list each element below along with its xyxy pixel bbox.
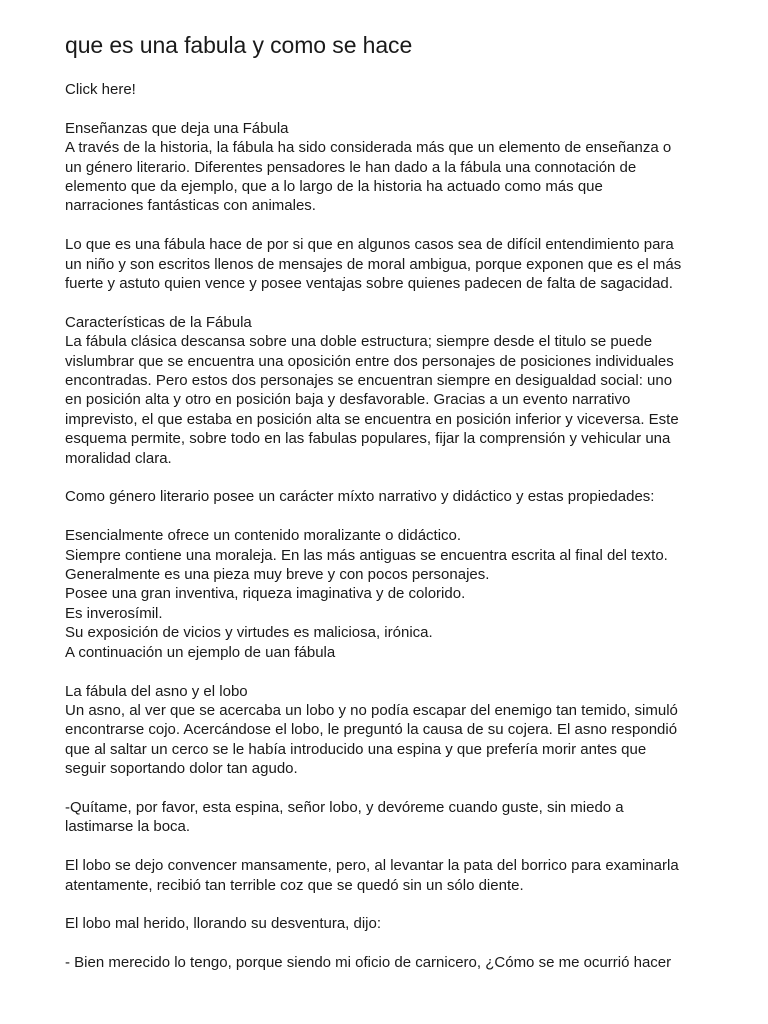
text-line: Un asno, al ver que se acercaba un lobo y no podía escapar del enemigo tan temido, simuló [65,701,678,719]
paragraph [65,526,715,662]
text-line: un niño y son escritos llenos de mensajes de moral ambigua, porque exponen que es el más [65,255,682,273]
paragraph [65,953,715,972]
text-line: seguir soportando dolor tan agudo. [65,760,298,778]
paragraph-gap [65,779,715,798]
text-line: encontrarse cojo. Acercándose el lobo, le preguntó la causa de su cojera. El asno respondió [65,721,678,739]
paragraph [65,487,715,506]
text-line: A continuación un ejemplo de uan fábula [65,643,336,661]
text-line: El lobo mal herido, llorando su desventura, dijo: [65,915,382,933]
click-here-link[interactable]: Click here! [65,81,136,98]
paragraph [65,313,715,468]
text-line: Lo que es una fábula hace de por si que en algunos casos sea de difícil entendimiento para [65,236,674,254]
document-title: que es una fabula y como se hace [65,32,413,58]
text-line: Enseñanzas que deja una Fábula [65,119,289,137]
text-line: Características de la Fábula [65,313,252,331]
text-line: Siempre contiene una moraleja. En las más antiguas se encuentra escrita al final del texto. [65,546,668,564]
text-line: fuerte y astuto quien vence y posee ventajas sobre quienes padecen de falta de sagacidad. [65,275,673,293]
text-line: elemento que da ejemplo, que a lo largo de la historia ha actuado como más que [65,178,603,196]
text-line: La fábula del asno y el lobo [65,682,248,700]
paragraph-gap [65,662,715,681]
text-line: Es inverosímil. [65,604,163,622]
paragraph [65,682,715,779]
text-line: un género literario. Diferentes pensadores le han dado a la fábula una connotación de [65,158,637,176]
text-line: A través de la historia, la fábula ha sido considerada más que un elemento de enseñanza o [65,139,672,157]
paragraph-gap [65,895,715,914]
paragraph-gap [65,468,715,487]
text-line: -Quítame, por favor, esta espina, señor lobo, y devóreme cuando guste, sin miedo a [65,798,624,816]
text-line: El lobo se dejo convencer mansamente, pero, al levantar la pata del borrico para examinarla [65,857,679,875]
text-line: Generalmente es una pieza muy breve y con pocos personajes. [65,566,490,584]
paragraph [65,235,715,293]
document-page [65,30,715,973]
text-line: narraciones fantásticas con animales. [65,197,316,215]
text-line: vislumbrar que se encuentra una oposición entre dos personajes de posiciones individuales [65,352,674,370]
text-line: Como género literario posee un carácter míxto narrativo y didáctico y estas propiedades: [65,488,655,506]
text-line: Su exposición de vicios y virtudes es maliciosa, irónica. [65,624,433,642]
text-line: Esencialmente ofrece un contenido moralizante o didáctico. [65,527,462,545]
text-line: que al saltar un cerco se le había introducido una espina y que prefería morir antes que [65,740,647,758]
paragraph [65,119,715,216]
text-line: imprevisto, el que estaba en posición alta se encuentra en posición inferior y viceversa. Este [65,410,679,428]
text-line: Posee una gran inventiva, riqueza imaginativa y de colorido. [65,585,466,603]
paragraph [65,856,715,895]
paragraph-gap [65,216,715,235]
text-line: esquema permite, sobre todo en las fabulas populares, fijar la comprensión y vehicular una [65,430,671,448]
text-line: en posición alta y otro en posición baja y desfavorable. Gracias a un evento narrativo [65,391,631,409]
paragraph [65,914,715,933]
document-body [65,119,715,973]
text-line: atentamente, recibió tan terrible coz que se quedó sin un sólo diente. [65,876,524,894]
paragraph-gap [65,507,715,526]
text-line: lastimarse la boca. [65,818,191,836]
paragraph-gap [65,99,715,118]
paragraph-gap [65,837,715,856]
text-line: - Bien merecido lo tengo, porque siendo mi oficio de carnicero, ¿Cómo se me ocurrió hacer [65,954,672,972]
paragraph [65,798,715,837]
paragraph-gap [65,293,715,312]
text-line: La fábula clásica descansa sobre una doble estructura; siempre desde el titulo se puede [65,333,653,351]
paragraph-gap [65,934,715,953]
text-line: encontradas. Pero estos dos personajes se encuentran siempre en desigualdad social: uno [65,372,673,390]
text-line: moralidad clara. [65,449,172,467]
